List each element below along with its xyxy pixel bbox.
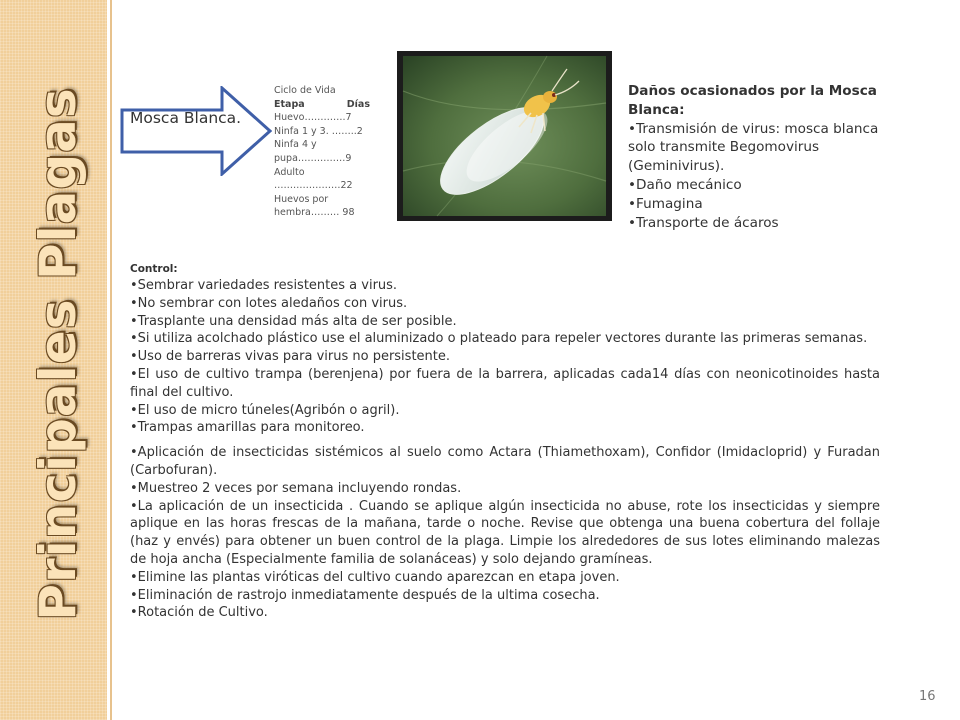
days-column-header: Días <box>346 98 370 110</box>
control-item: • Rotación de Cultivo. <box>130 604 880 622</box>
control-item: • La aplicación de un insecticida . Cuando se aplique algún insecticida no abuse, rote los insecticidas y siempre aplique en las horas frescas de la mañana, tarde o noche. Revise que obtenga una buena cobertura del follaje (haz y envés) para obtener un buen control de la plaga. Limpie los alrededores de sus lotes eliminando malezas de hoja ancha (Especialmente familia de solanáceas) y solo dejando gramíneas. <box>130 498 880 569</box>
damage-section <box>628 82 903 232</box>
life-cycle-line: Huevo………….7 <box>274 112 352 124</box>
damage-item: • Fumagina <box>628 195 903 214</box>
damage-item: • Transporte de ácaros <box>628 214 903 233</box>
control-section <box>130 262 880 622</box>
life-cycle-line: hembra……… 98 <box>274 207 355 219</box>
life-cycle-line: Ninfa 4 y <box>274 139 317 151</box>
stage-column-header: Etapa <box>274 98 305 110</box>
life-cycle-box <box>274 84 378 220</box>
control-item: • Trasplante una densidad más alta de ser posible. <box>130 313 880 331</box>
control-item: • Eliminación de rastrojo inmediatamente después de la ultima cosecha. <box>130 587 880 605</box>
life-cycle-header <box>274 98 370 112</box>
damage-title: Daños ocasionados por la Mosca Blanca: <box>628 83 877 118</box>
control-item: • Elimine las plantas viróticas del cultivo cuando aparezcan en etapa joven. <box>130 569 880 587</box>
life-cycle-heading: Ciclo de Vida <box>274 85 336 96</box>
control-item: • Uso de barreras vivas para virus no persistente. <box>130 348 880 366</box>
control-item: • Trampas amarillas para monitoreo. <box>130 419 880 437</box>
life-cycle-line: Ninfa 1 y 3. ……..2 <box>274 125 363 137</box>
control-item: • No sembrar con lotes aledaños con virus. <box>130 295 880 313</box>
life-cycle-line: Huevos por <box>274 193 329 205</box>
control-item: • El uso de micro túneles(Agribón o agril). <box>130 402 880 420</box>
control-item: • El uso de cultivo trampa (berenjena) por fuera de la barrera, aplicadas cada14 días con neonicotinoides hasta final del cultivo. <box>130 366 880 402</box>
paragraph-gap <box>130 437 880 444</box>
control-item: • Muestreo 2 veces por semana incluyendo rondas. <box>130 480 880 498</box>
page-number: 16 <box>919 689 936 704</box>
pest-label: Mosca Blanca. <box>130 109 242 127</box>
control-title: Control: <box>130 263 178 275</box>
damage-item: • Daño mecánico <box>628 176 903 195</box>
whitefly-photo <box>397 51 612 221</box>
control-item: • Si utiliza acolchado plástico use el aluminizado o plateado para repeler vectores durante las primeras semanas. <box>130 330 880 348</box>
arrow-shape-icon <box>120 86 272 176</box>
life-cycle-line: …………………22 <box>274 180 353 192</box>
life-cycle-line: Adulto <box>274 166 305 178</box>
control-item: • Sembrar variedades resistentes a virus. <box>130 277 880 295</box>
control-item: • Aplicación de insecticidas sistémicos al suelo como Actara (Thiamethoxam), Confidor (Imidacloprid) y Furadan (Carbofuran). <box>130 444 880 480</box>
damage-item: • Transmisión de virus: mosca blanca solo transmite Begomovirus (Geminivirus). <box>628 120 903 176</box>
life-cycle-line: pupa……………9 <box>274 152 352 164</box>
slide-title: Principales Plagas <box>29 87 87 621</box>
band-divider-shadow <box>110 0 112 720</box>
